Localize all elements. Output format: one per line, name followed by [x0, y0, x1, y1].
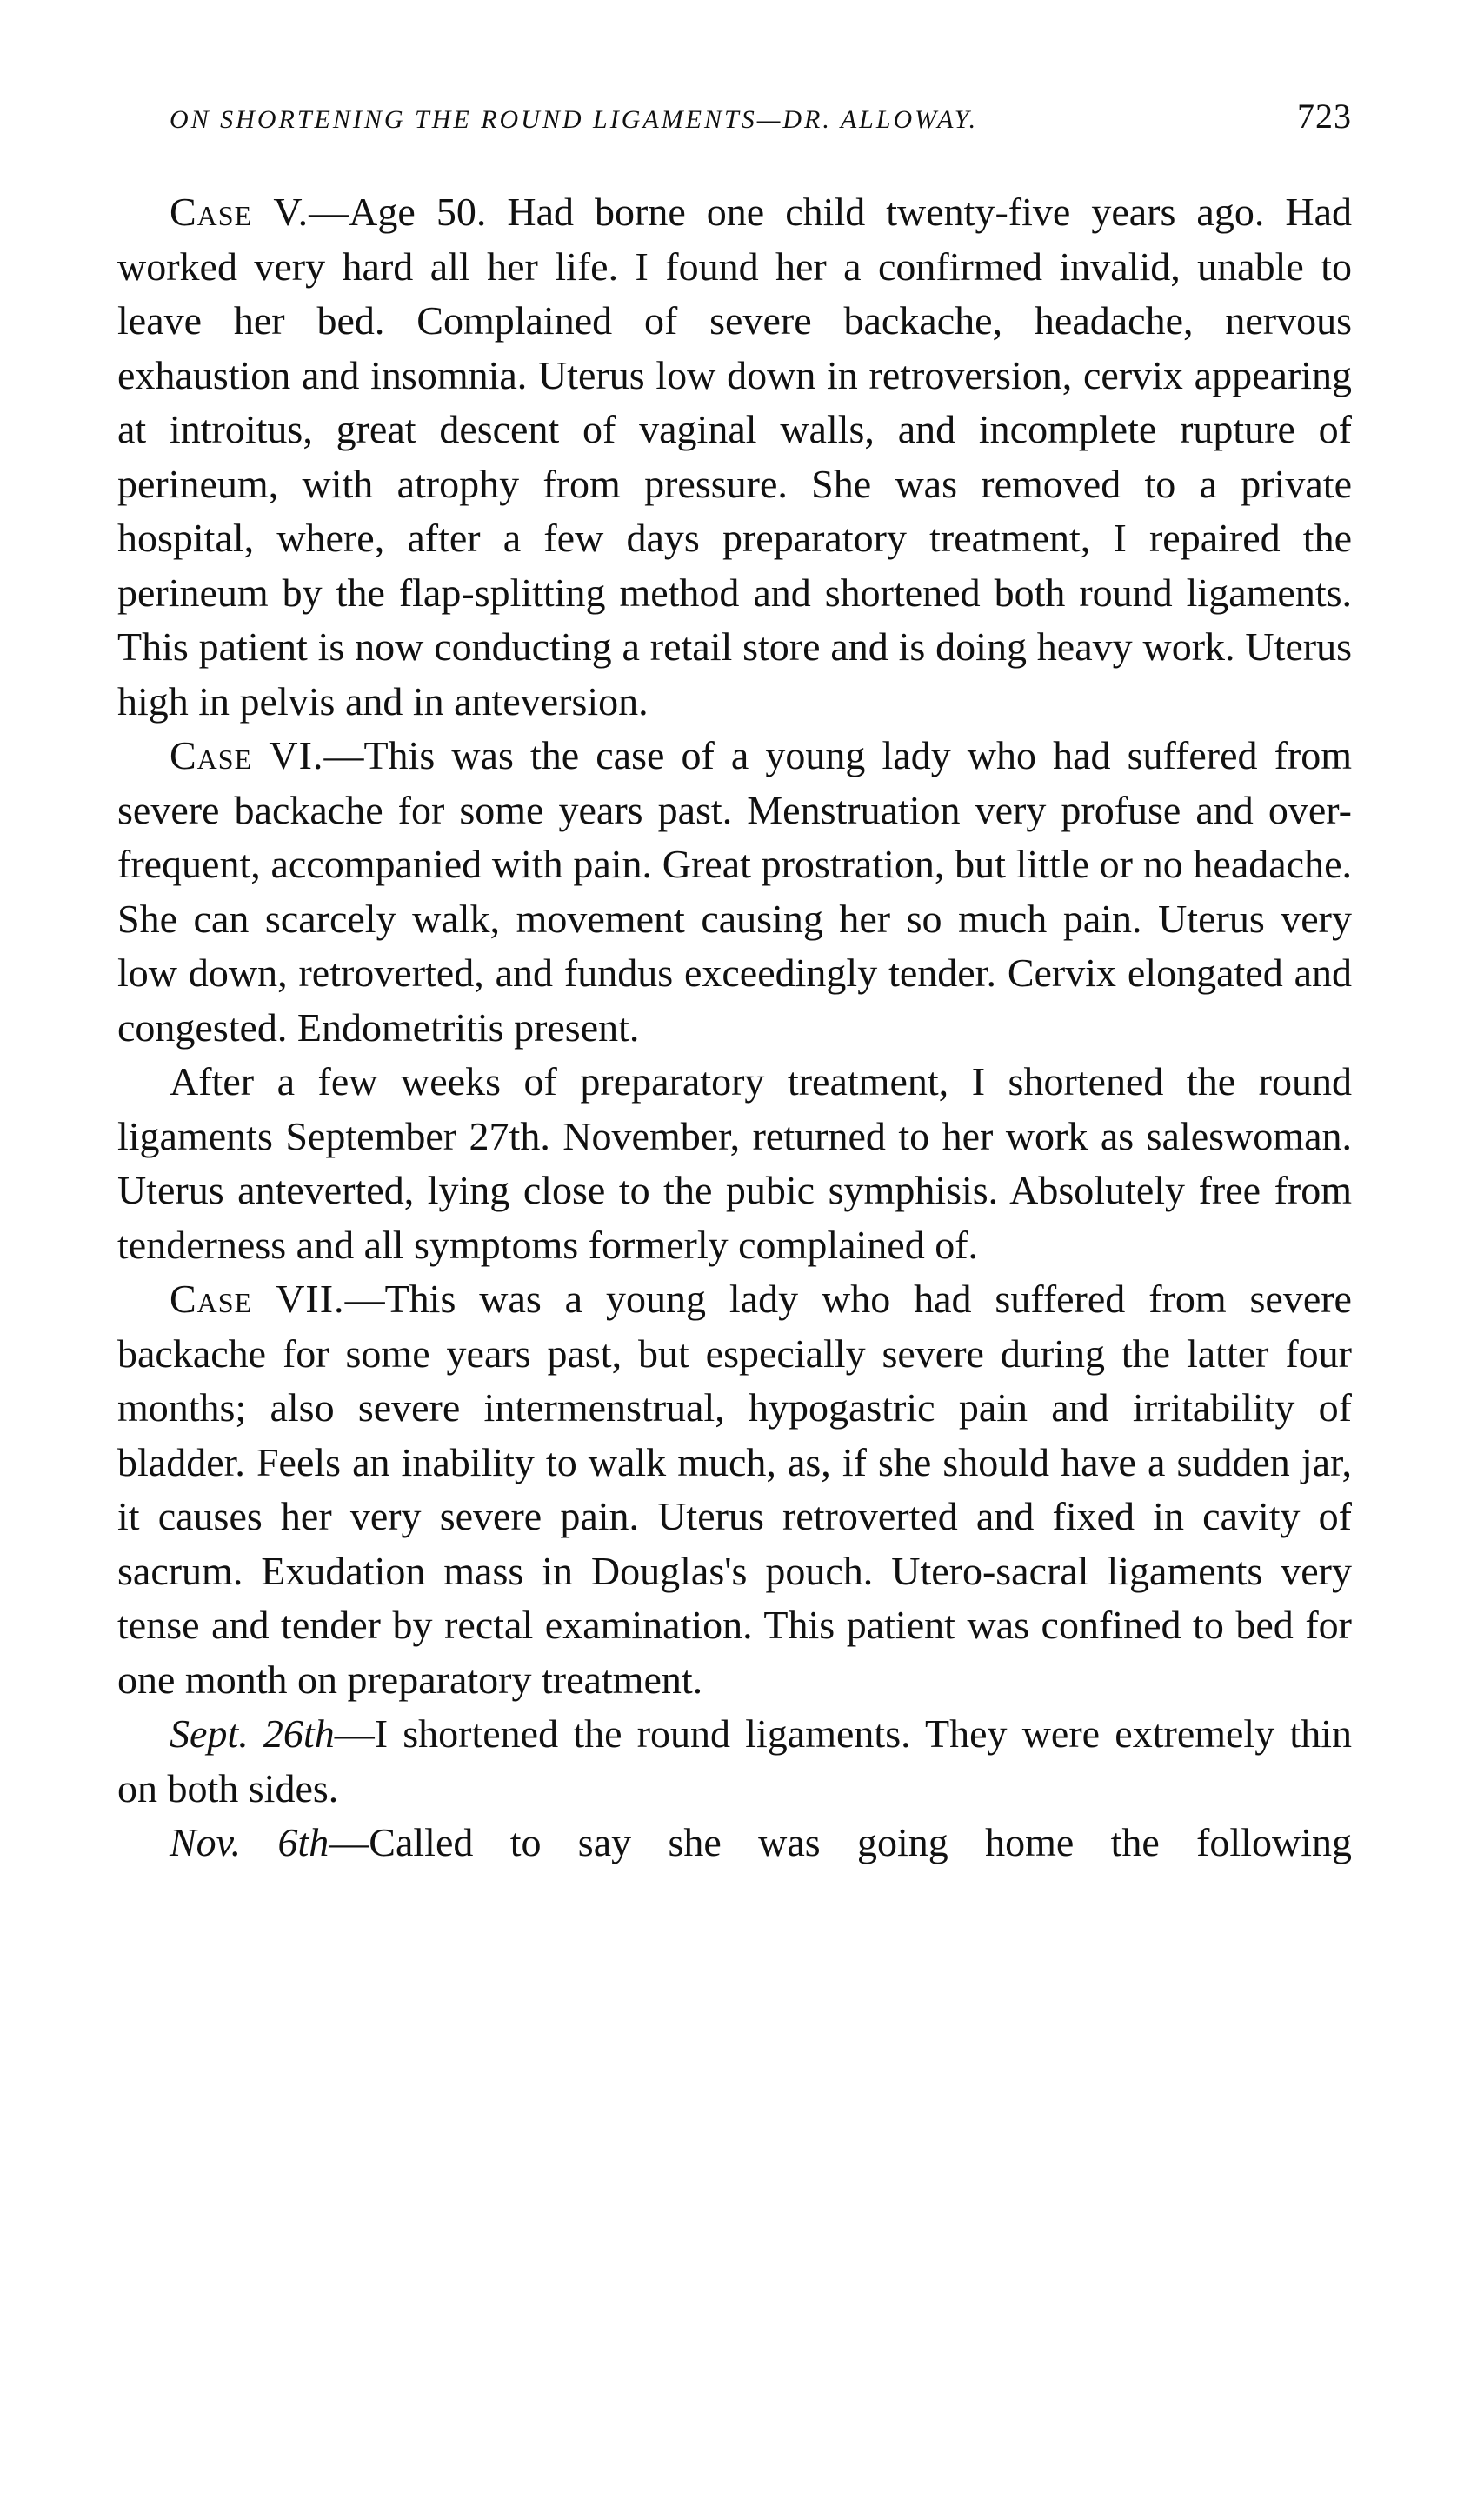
paragraph-sept-26 — [117, 1707, 1352, 1816]
date-label: Nov. 6th — [170, 1820, 329, 1864]
running-title: ON SHORTENING THE ROUND LIGAMENTS—DR. ALLOWAY. — [170, 105, 979, 134]
paragraph-text: —Age 50. Had borne one child twenty-five years ago. Had worked very hard all her life. I found her a confirmed invalid, unable to leave her bed. Complained of severe backache, headache, nervous exhaustion and insomnia. Uterus low down in retroversion, cervix appearing at introitus, great descent of vaginal walls, and incomplete rupture of perineum, with atrophy from pressure. She was removed to a private hospital, where, after a few days preparatory treatment, I repaired the perineum by the flap-splitting method and shortened both round ligaments. This patient is now conducting a retail store and is doing heavy work. Uterus high in pelvis and in anteversion. — [117, 190, 1353, 724]
paragraph-case-6-treatment — [117, 1055, 1352, 1272]
running-head — [117, 96, 1352, 137]
paragraph-case-7 — [117, 1272, 1352, 1707]
case-label: Case VII. — [170, 1277, 345, 1321]
paragraph-case-6 — [117, 729, 1352, 1055]
date-label: Sept. 26th — [170, 1711, 335, 1756]
case-label: Case VI. — [170, 733, 324, 777]
paragraph-text: —This was a young lady who had suffered from severe backache for some years past, but especially severe during the latter four months; also severe intermenstrual, hypogastric pain and irritability of bladder. Feels an inability to walk much, as, if she should have a sudden jar, it causes her very severe pain. Uterus retroverted and fixed in cavity of sacrum. Exudation mass in Douglas's pouch. Utero-sacral ligaments very tense and tender by rectal examination. This patient was confined to bed for one month on preparatory treatment. — [117, 1277, 1352, 1702]
paragraph-text: —This was the case of a young lady who had suffered from severe backache for some years past. Menstruation very profuse and over-frequent, accompanied with pain. Great prostration, but little or no headache. She can scarcely walk, movement causing her so much pain. Uterus very low down, retroverted, and fundus exceedingly tender. Cervix elongated and congested. Endometritis present. — [117, 733, 1352, 1050]
page-content — [117, 96, 1352, 1870]
paragraph-case-5 — [117, 185, 1352, 729]
paragraph-text: —Called to say she was going home the following — [329, 1820, 1352, 1864]
paragraph-text: After a few weeks of preparatory treatment, I shortened the round ligaments September 27th. November, returned to her work as saleswoman. Uterus anteverted, lying close to the pubic symphisis. Absolutely free from tenderness and all symptoms formerly complained of. — [117, 1059, 1352, 1267]
case-label: Case V. — [170, 190, 309, 234]
paragraph-text: —I shortened the round ligaments. They were extremely thin on both sides. — [117, 1711, 1352, 1810]
paragraph-nov-6 — [117, 1816, 1352, 1870]
page-number: 723 — [1297, 97, 1352, 136]
